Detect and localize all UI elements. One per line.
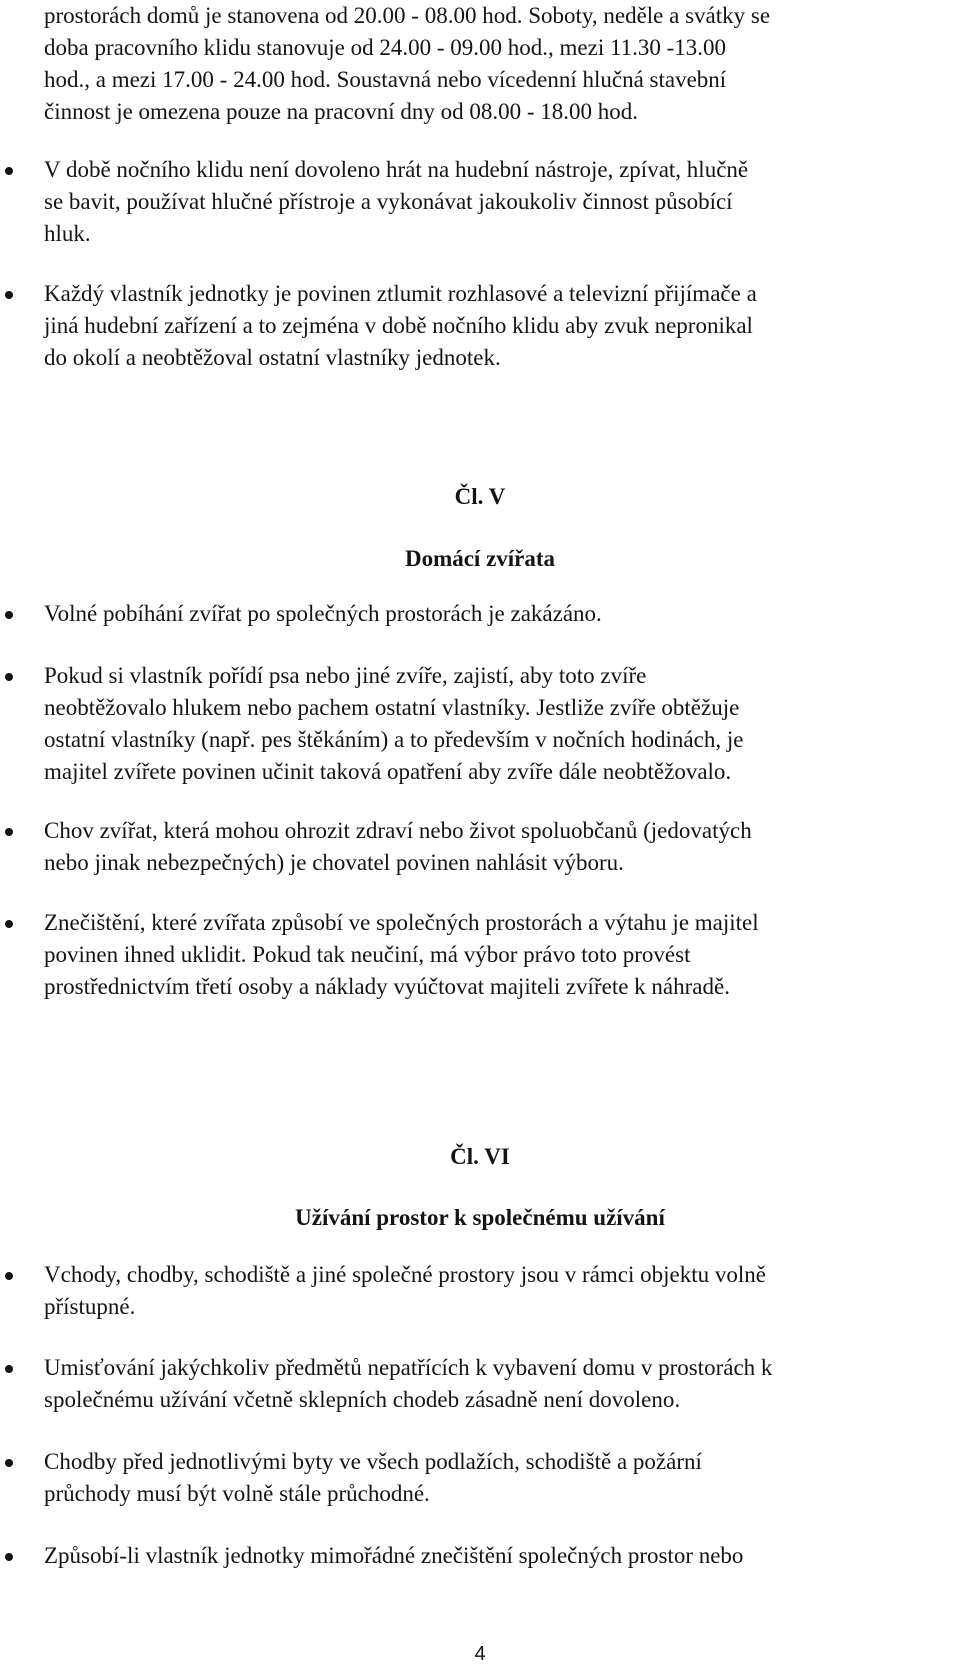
bullet-icon: [5, 828, 13, 836]
bullet-icon: [5, 167, 13, 175]
list-item-text: [44, 1259, 895, 1323]
intro-text: [44, 0, 939, 128]
text-line: Vchody, chodby, schodiště a jiné společné prostory jsou v rámci objektu volně: [44, 1262, 766, 1287]
list-item: [0, 660, 895, 788]
text-line: nebo jinak nebezpečných) je chovatel povinen nahlásit výboru.: [44, 850, 624, 875]
text-line: Znečištění, které zvířata způsobí ve společných prostorách a výtahu je majitel: [44, 910, 759, 935]
bullet-icon: [5, 1553, 13, 1561]
text-line: činnost je omezena pouze na pracovní dny od 08.00 - 18.00 hod.: [44, 99, 639, 124]
text-line: hod., a mezi 17.00 - 24.00 hod. Soustavná nebo vícedenní hlučná stavební: [44, 67, 727, 92]
text-line: V době nočního klidu není dovoleno hrát na hudební nástroje, zpívat, hlučně: [44, 157, 749, 182]
list-item: [0, 815, 895, 879]
bullet-icon: [5, 611, 13, 619]
text-line: prostorách domů je stanovena od 20.00 - 08.00 hod. Soboty, neděle a svátky se: [44, 3, 771, 28]
list-item-text: [44, 907, 895, 1003]
bullet-icon: [5, 1365, 13, 1373]
text-line: Každý vlastník jednotky je povinen ztlumit rozhlasové a televizní přijímače a: [44, 281, 757, 306]
text-line: Pokud si vlastník pořídí psa nebo jiné zvíře, zajistí, aby toto zvíře: [44, 663, 647, 688]
text-line: doba pracovního klidu stanovuje od 24.00 - 09.00 hod., mezi 11.30 -13.00: [44, 35, 727, 60]
bullet-icon: [5, 920, 13, 928]
list-item: [0, 154, 895, 250]
bullet-icon: [5, 291, 13, 299]
text-line: Volné pobíhání zvířat po společných prostorách je zakázáno.: [44, 601, 602, 626]
text-line: neobtěžovalo hlukem nebo pachem ostatní vlastníky. Jestliže zvíře obtěžuje: [44, 695, 740, 720]
page-number: 4: [474, 1643, 486, 1665]
text-line: Chodby před jednotlivými byty ve všech podlažích, schodiště a požární: [44, 1449, 702, 1474]
text-line: ostatní vlastníky (např. pes štěkáním) a to především v nočních hodinách, je: [44, 727, 744, 752]
list-item: [0, 1446, 895, 1510]
section-title: Domácí zvířata: [404, 546, 556, 571]
text-line: Chov zvířat, která mohou ohrozit zdraví nebo život spoluobčanů (jedovatých: [44, 818, 752, 843]
list-item-text: [44, 278, 895, 374]
list-item: [0, 278, 895, 374]
text-line: hluk.: [44, 221, 91, 246]
text-line: jiná hudební zařízení a to zejména v době nočního klidu aby zvuk nepronikal: [44, 313, 753, 338]
list-item: [0, 598, 895, 630]
bullet-icon: [5, 1272, 13, 1280]
list-item-text: [44, 1352, 895, 1416]
list-item-text: [44, 598, 895, 630]
list-item: [0, 1352, 895, 1416]
text-line: Způsobí-li vlastník jednotky mimořádné znečištění společných prostor nebo: [44, 1543, 744, 1568]
bullet-icon: [5, 1459, 13, 1467]
list-item: [0, 1259, 895, 1323]
text-line: se bavit, používat hlučné přístroje a vykonávat jakoukoliv činnost působící: [44, 189, 733, 214]
text-line: přístupné.: [44, 1294, 136, 1319]
list-item-text: [44, 154, 895, 250]
list-item-text: [44, 1446, 895, 1510]
section-number: Čl. V: [454, 484, 506, 509]
section-number: Čl. VI: [450, 1144, 510, 1169]
list-item-text: [44, 815, 895, 879]
text-line: průchody musí být volně stále průchodné.: [44, 1481, 430, 1506]
text-line: prostřednictvím třetí osoby a náklady vyúčtovat majiteli zvířete k náhradě.: [44, 974, 730, 999]
list-item-text: [44, 660, 895, 788]
text-line: společnému užívání včetně sklepních chodeb zásadně není dovoleno.: [44, 1387, 681, 1412]
bullet-icon: [5, 673, 13, 681]
text-line: do okolí a neobtěžoval ostatní vlastníky jednotek.: [44, 345, 501, 370]
list-item-text: [44, 1540, 895, 1572]
text-line: Umisťování jakýchkoliv předmětů nepatřících k vybavení domu v prostorách k: [44, 1355, 773, 1380]
intro-paragraph: [44, 0, 939, 128]
list-item: [0, 907, 895, 1003]
list-item: [0, 1540, 895, 1572]
text-line: povinen ihned uklidit. Pokud tak neučiní, má výbor právo toto provést: [44, 942, 691, 967]
text-line: majitel zvířete povinen učinit taková opatření aby zvíře dále neobtěžovalo.: [44, 759, 732, 784]
section-title: Užívání prostor k společnému užívání: [295, 1205, 665, 1230]
